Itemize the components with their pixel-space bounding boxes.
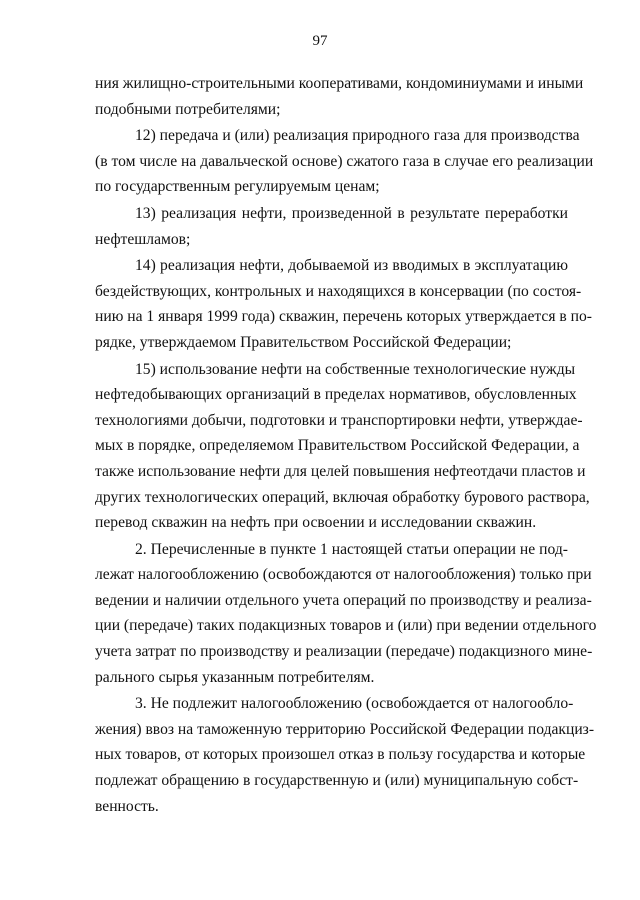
text-line: перевод скважин на нефть при освоении и исследовании скважин. [95,514,537,532]
paragraph [95,123,594,200]
text-line: 2. Перечисленные в пункте 1 настоящей статьи операции не под- [135,540,568,558]
document-body [95,71,597,820]
text-line: (в том числе на давальческой основе) сжатого газа в случае его реализации [95,152,594,170]
text-line: технологиями добычи, подготовки и транспортировки нефти, утверждае- [95,411,583,429]
text-line: рядке, утверждаемом Правительством Российской Федерации; [95,333,512,351]
page-number: 97 [312,33,328,49]
text-line: по государственным регулируемым ценам; [95,178,380,196]
text-line: 13) реализация нефти, произведенной в результате переработки [135,204,568,222]
paragraph [95,201,568,252]
text-line: других технологических операций, включая обработку бурового раствора, [95,488,590,506]
paragraph [95,71,584,122]
paragraph [95,691,595,819]
text-line: нефтешламов; [95,230,191,248]
text-line: нию на 1 января 1999 года) скважин, перечень которых утверждается в по- [95,308,592,326]
text-line: ния жилищно-строительными кооперативами, кондоминиумами и иными [95,75,584,92]
text-line: ных товаров, от которых произошел отказ в пользу государства и которые [95,746,586,764]
text-line: венность. [95,797,159,815]
text-line: подобными потребителями; [95,100,281,118]
text-line: 15) использование нефти на собственные технологические нужды [135,360,576,378]
paragraph [95,537,597,691]
text-line: 3. Не подлежит налогообложению (освобождается от налогообло- [135,695,574,713]
text-line: учета затрат по производству и реализации (передаче) подакцизного мине- [95,643,593,661]
text-line: подлежат обращению в государственную и (или) муниципальную собст- [95,772,579,790]
text-line: бездействующих, контрольных и находящихся в консервации (по состоя- [95,282,582,300]
text-line: 12) передача и (или) реализация природного газа для производства [135,127,580,145]
text-line: нефтедобывающих организаций в пределах нормативов, обусловленных [95,386,577,404]
text-line: 14) реализация нефти, добываемой из вводимых в эксплуатацию [135,257,568,275]
text-line: рального сырья указанным потребителям. [95,668,375,686]
text-line: также использование нефти для целей повышения нефтеотдачи пластов и [95,462,586,480]
text-line: ведении и наличии отдельного учета операций по производству и реализа- [95,591,592,609]
text-line: ции (передаче) таких подакцизных товаров и (или) при ведении отдельного [95,617,597,635]
paragraph [95,357,590,536]
text-line: мых в порядке, определяемом Правительством Российской Федерации, а [95,437,580,455]
paragraph [95,253,592,355]
text-line: жения) ввоз на таможенную территорию Российской Федерации подакциз- [95,720,595,738]
text-line: лежат налогообложению (освобождаются от налогообложения) только при [95,566,592,584]
